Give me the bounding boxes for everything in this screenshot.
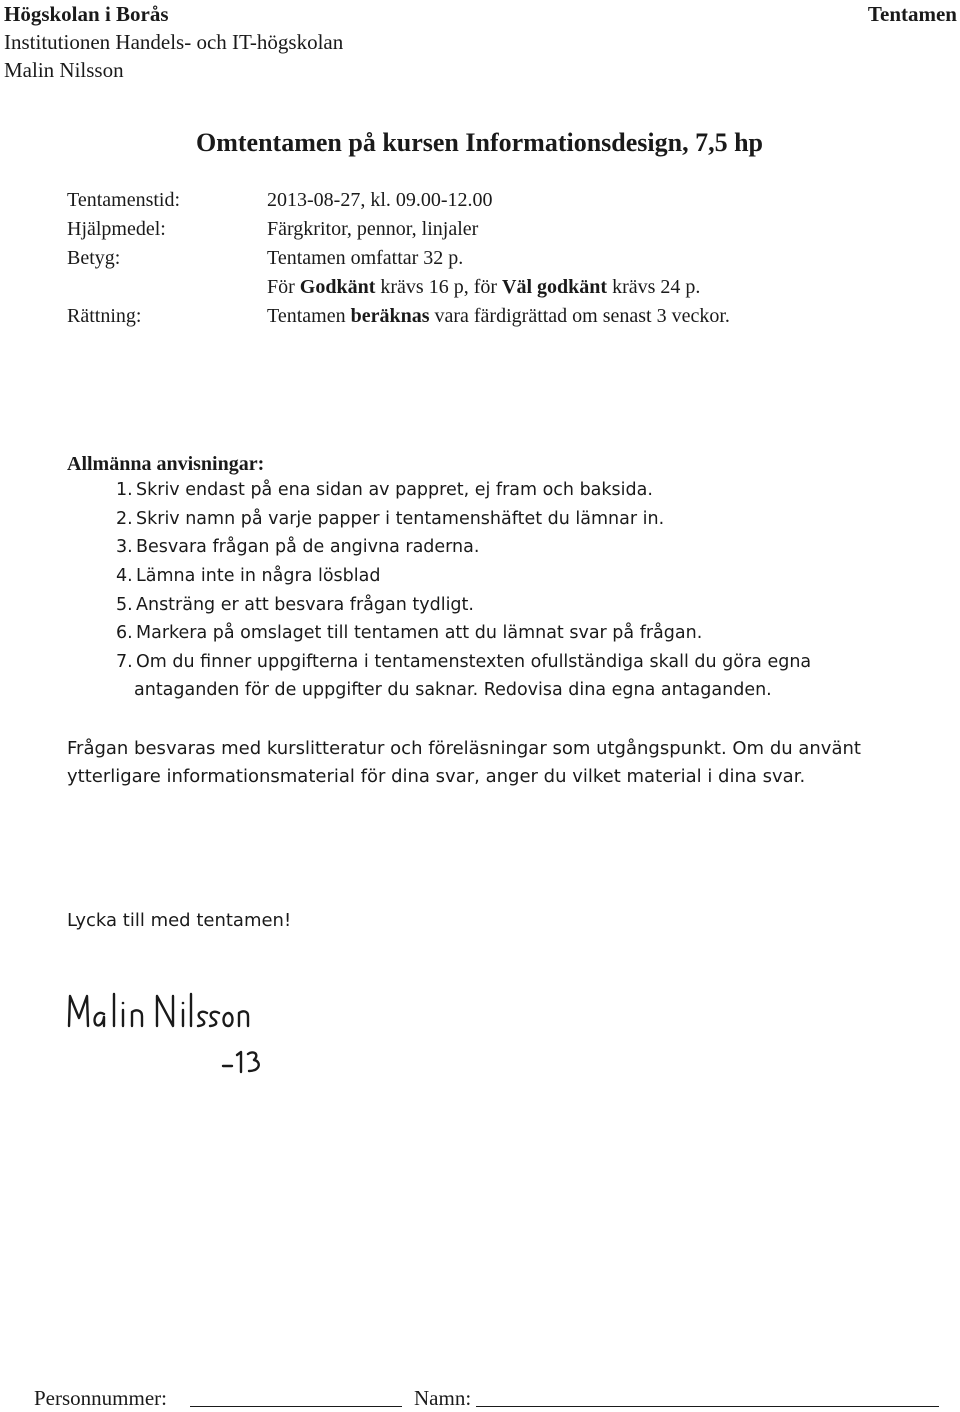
- grade-value: Tentamen omfattar 32 p.: [267, 247, 464, 269]
- grade-label: Betyg:: [67, 247, 121, 269]
- instruction-item: 7. Om du finner uppgifterna i tentamenstexten ofullständiga skall du göra egna: [116, 652, 812, 672]
- personnummer-line[interactable]: [190, 1406, 402, 1407]
- time-label: Tentamenstid:: [67, 189, 181, 211]
- instruction-item: 2. Skriv namn på varje papper i tentamenshäftet du lämnar in.: [116, 509, 665, 529]
- instruction-item-continuation: antaganden för de uppgifter du saknar. Redovisa dina egna antaganden.: [134, 680, 772, 700]
- teacher-name: Malin Nilsson: [4, 58, 124, 82]
- closing-line-2: ytterligare informationsmaterial för dina svar, anger du vilket material i dina svar.: [67, 766, 806, 787]
- instructions-heading: Allmänna anvisningar:: [67, 453, 265, 475]
- exam-meta: [0, 186, 960, 336]
- instruction-item: 5. Ansträng er att besvara frågan tydligt.: [116, 595, 474, 615]
- instructions-list: [0, 480, 960, 720]
- aids-label: Hjälpmedel:: [67, 218, 166, 240]
- instruction-item: 4. Lämna inte in några lösblad: [116, 566, 381, 586]
- good-luck-text: Lycka till med tentamen!: [67, 910, 292, 931]
- signature-image: [62, 980, 282, 1080]
- aids-value: Färgkritor, pennor, linjaler: [267, 218, 479, 240]
- instruction-item: 1. Skriv endast på ena sidan av pappret, ej fram och baksida.: [116, 480, 653, 500]
- marking-label: Rättning:: [67, 305, 142, 327]
- marking-value: Tentamen beräknas vara färdigrättad om senast 3 veckor.: [267, 305, 730, 327]
- name-label: Namn:: [414, 1386, 472, 1410]
- instruction-item: 3. Besvara frågan på de angivna raderna.: [116, 537, 480, 557]
- personnummer-label: Personnummer:: [34, 1386, 167, 1410]
- grade-requirements: För Godkänt krävs 16 p, för Väl godkänt krävs 24 p.: [267, 276, 701, 298]
- instruction-item: 6. Markera på omslaget till tentamen att du lämnat svar på frågan.: [116, 623, 703, 643]
- document-type: Tentamen: [867, 2, 957, 26]
- closing-line-1: Frågan besvaras med kurslitteratur och föreläsningar som utgångspunkt. Om du använt: [67, 738, 861, 759]
- exam-title: Omtentamen på kursen Informationsdesign, 7,5 hp: [196, 128, 764, 157]
- school-name: Högskolan i Borås: [4, 2, 169, 26]
- time-value: 2013-08-27, kl. 09.00-12.00: [267, 189, 493, 211]
- name-line[interactable]: [476, 1406, 939, 1407]
- department-name: Institutionen Handels- och IT-högskolan: [4, 30, 344, 54]
